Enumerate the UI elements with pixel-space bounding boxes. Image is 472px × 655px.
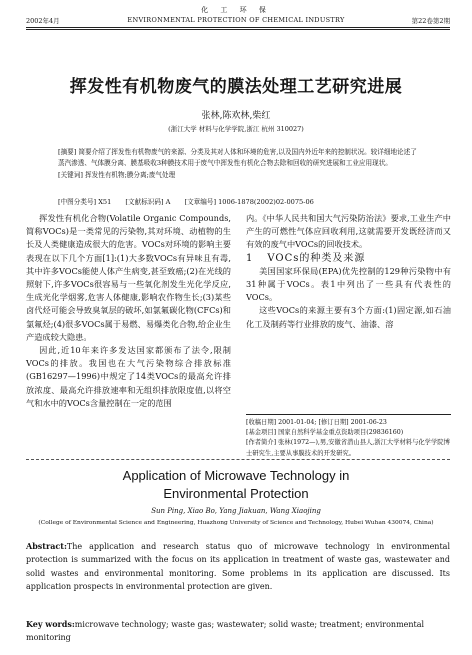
authors-en: Sun Ping, Xiao Bo, Yang Jiakuan, Wang Xiaojing xyxy=(151,507,321,515)
note-rule xyxy=(246,414,451,415)
keywords-en-text: microwave technology; waste gas; wastewater; solid waste; treatment; environmental monitoring xyxy=(26,620,425,642)
title-en-line: Application of Microwave Technology in xyxy=(122,468,350,483)
journal-name-cn: 化 工 环 保 xyxy=(201,6,271,14)
article-separator xyxy=(26,459,450,460)
abstract-en-text: The application and research status quo of microwave technology in environmental protection is summarized with the focus on its application in treatment of waste gas, wastewater and solid wastes and environmental monitoring. Some problems in its application are discussed. Its application prospects in environmental protection are given. xyxy=(26,542,450,592)
classification-row xyxy=(58,196,326,206)
article-title-en xyxy=(0,467,472,503)
body-right-column xyxy=(246,212,451,331)
affiliation-en: (College of Environmental Science and Engineering, Huazhong University of Science and Technology, Hubei Wuhan 430074, China) xyxy=(38,520,434,526)
body-paragraph: 因此,近10年来许多发达国家都颁布了法令,限制VOCs的排放。我国也在大气污染物综合排放标准(GB16297—1996)中规定了14类VOCs的最高允许排放浓度、最高允许排放速率和无组织排放限度值,以将空气和水中的VOCs含量控制在一定的范围 xyxy=(26,345,231,408)
keywords-en xyxy=(26,618,450,644)
body-paragraph: 挥发性有机化合物(Volatile Organic Compounds,简称VOCs)是一类常见的污染物,其对环境、动植物的生长及人类健康造成很大的危害。VOCs对环境的影响主要表现在以下几个方面[1]:(1)大多数VOCs有异味且有毒,其中许多VOCs能使人体产生病变,甚至致癌;(2)在光线的照射下,许多VOCs很容易与一些氧化剂发生光化学反应,生成光化学烟雾,危害人体健康,影响农作物生长;(3)某些卤代烃可能会导致臭氧层的破坏,如氯氟碳化物(CFCs)和氯氟烃;(4)很多VOCs属于易燃、易爆类化合物,给企业生产造成较大隐患。 xyxy=(26,213,231,342)
authors-cn: 张林,陈欢林,柴红 xyxy=(201,111,271,121)
affiliation-cn: (浙江大学 材料与化学学院,浙江 杭州 310027) xyxy=(168,125,304,133)
abstract-en-label: Abstract: xyxy=(26,541,67,551)
body-left-column xyxy=(26,212,231,410)
document-code: [文献标识码] A xyxy=(125,198,171,206)
clc-number: [中图分类号] X51 xyxy=(58,198,112,206)
volume-issue: 第22卷第2期 xyxy=(411,17,450,25)
article-title-cn: 挥发性有机物废气的膜法处理工艺研究进展 xyxy=(69,77,403,97)
body-paragraph: 这些VOCs的来源主要有3个方面:(1)固定源,如石油化工及制药等行业排放的废气、油漆、溶 xyxy=(246,305,451,329)
header-rule xyxy=(26,27,450,28)
header-rule-thin xyxy=(26,29,450,30)
fund-project: [基金项目] 国家自然科学基金重点资助项目(29836160) xyxy=(246,429,404,437)
section-number: 1 xyxy=(246,252,254,264)
abstract-cn-label: [摘要] xyxy=(58,148,77,156)
abstract-cn-text: 简要介绍了挥发性有机物废气的来源、分类及其对人体和环境的危害,以及国内外近年来的控制状况。较详细地论述了蒸汽渗透、气体膜分离、膜基吸收3种膜技术用于废气中挥发性有机化合物去除和回收的研究进展和工业应用现状。 xyxy=(58,148,417,168)
section-title: VOCs的种类及来源 xyxy=(267,252,366,264)
body-paragraph: 内。《中华人民共和国大气污染防治法》要求,工业生产中产生的可燃性气体应回收利用,这就需要开发既经济而又有效的废气中VOCs的回收技术。 xyxy=(246,213,451,250)
article-number: [文章编号] 1006-1878(2002)02-0075-06 xyxy=(184,198,314,206)
journal-name-en: ENVIRONMENTAL PROTECTION OF CHEMICAL INDUSTRY xyxy=(127,16,345,24)
abstract-en xyxy=(26,540,450,594)
author-bio: [作者简介] 张林(1972—),男,安徽省潜山县人,浙江大学材料与化学学院博士研究生,主要从事膜技术的开发研究。 xyxy=(246,439,450,457)
section-heading xyxy=(246,252,451,265)
title-en-line: Environmental Protection xyxy=(163,486,309,501)
keywords-en-label: Key words: xyxy=(26,619,75,629)
received-date: [收稿日期] 2001-01-04; [修订日期] 2001-06-23 xyxy=(246,419,387,426)
issue-date: 2002年4月 xyxy=(26,17,60,25)
article-notes xyxy=(246,418,451,459)
keywords-cn-text: 挥发性有机物;膜分离;废气处理 xyxy=(85,170,176,179)
body-paragraph: 美国国家环保局(EPA)优先控制的129种污染物中有31种属于VOCs。表1中列出了一些具有代表性的VOCs。 xyxy=(246,265,451,303)
abstract-cn xyxy=(58,147,418,181)
keywords-cn-label: [关键词] xyxy=(58,170,83,179)
